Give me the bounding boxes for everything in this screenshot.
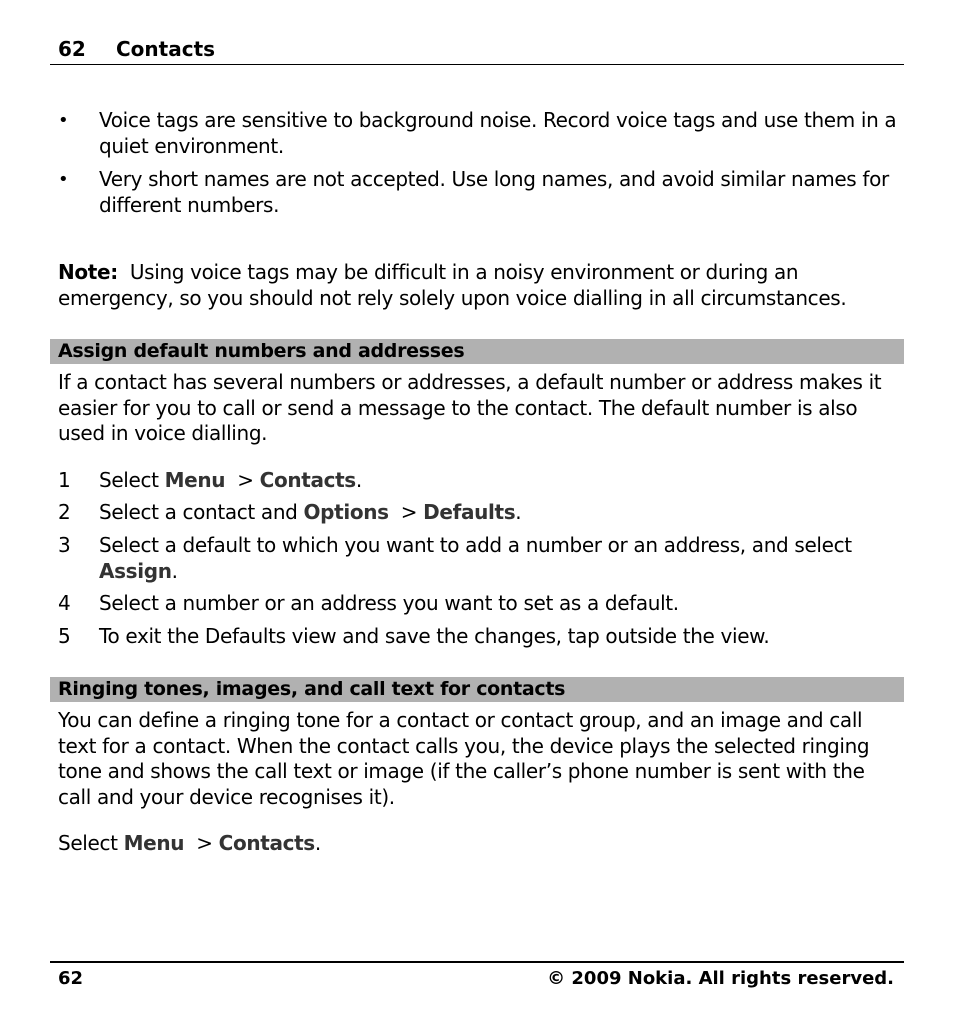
header-page-number: 62 bbox=[58, 37, 86, 61]
ui-command: Menu bbox=[123, 831, 185, 855]
section-intro: You can define a ringing tone for a contact or contact group, and an image and call text for a contact. When the contact calls you, the device plays the selected ringing tone and shows the call text or image (if the caller’s phone number is sent with the call and your device recognises it). bbox=[58, 708, 870, 809]
footer-page-number: 62 bbox=[58, 968, 84, 989]
section-heading-bar bbox=[50, 339, 904, 364]
bullet-text: Very short names are not accepted. Use long names, and avoid similar names for different numbers. bbox=[99, 167, 889, 217]
footer-copyright: © 2009 Nokia. All rights reserved. bbox=[547, 968, 894, 989]
note-text: Using voice tags may be difficult in a noisy environment or during an emergency, so you should not rely solely upon voice dialling in all circumstances. bbox=[58, 260, 847, 310]
ui-command: Assign bbox=[99, 558, 172, 583]
step-number: 1 bbox=[58, 468, 71, 492]
step-number: 5 bbox=[58, 624, 71, 648]
section-intro: If a contact has several numbers or addresses, a default number or address makes it easier for you to call or send a message to the contact. The default number is also used in voice dialling. bbox=[58, 370, 882, 445]
step-text: To exit the Defaults view and save the changes, tap outside the view. bbox=[99, 624, 770, 648]
ui-command: Contacts bbox=[218, 831, 315, 855]
step-text: Select a contact and Options > Defaults. bbox=[99, 500, 522, 524]
step-number: 4 bbox=[58, 591, 71, 615]
page-header bbox=[50, 36, 904, 65]
ui-command: Menu bbox=[164, 468, 226, 492]
page-footer bbox=[50, 961, 904, 989]
section-heading-bar bbox=[50, 677, 904, 702]
ui-command: Defaults bbox=[423, 500, 516, 524]
note-paragraph bbox=[58, 260, 903, 311]
bullet-marker: • bbox=[58, 169, 69, 190]
step-number: 2 bbox=[58, 500, 71, 524]
section-heading: Ringing tones, images, and call text for contacts bbox=[58, 678, 566, 700]
bullet-text: Voice tags are sensitive to background noise. Record voice tags and use them in a quiet environment. bbox=[99, 108, 897, 158]
step-number: 3 bbox=[58, 533, 71, 557]
header-chapter-title: Contacts bbox=[116, 37, 216, 61]
bullet-marker: • bbox=[58, 110, 69, 131]
step-text: Select a default to which you want to add a number or an address, and select Assign. bbox=[99, 533, 852, 583]
note-label: Note: bbox=[58, 260, 118, 284]
ui-command: Options bbox=[303, 500, 389, 524]
step-text: Select Menu > Contacts. bbox=[99, 468, 362, 492]
ui-command: Contacts bbox=[259, 468, 356, 492]
step-text: Select a number or an address you want to set as a default. bbox=[99, 591, 679, 615]
select-instruction: Select Menu > Contacts. bbox=[58, 831, 321, 855]
section-heading: Assign default numbers and addresses bbox=[58, 340, 465, 362]
